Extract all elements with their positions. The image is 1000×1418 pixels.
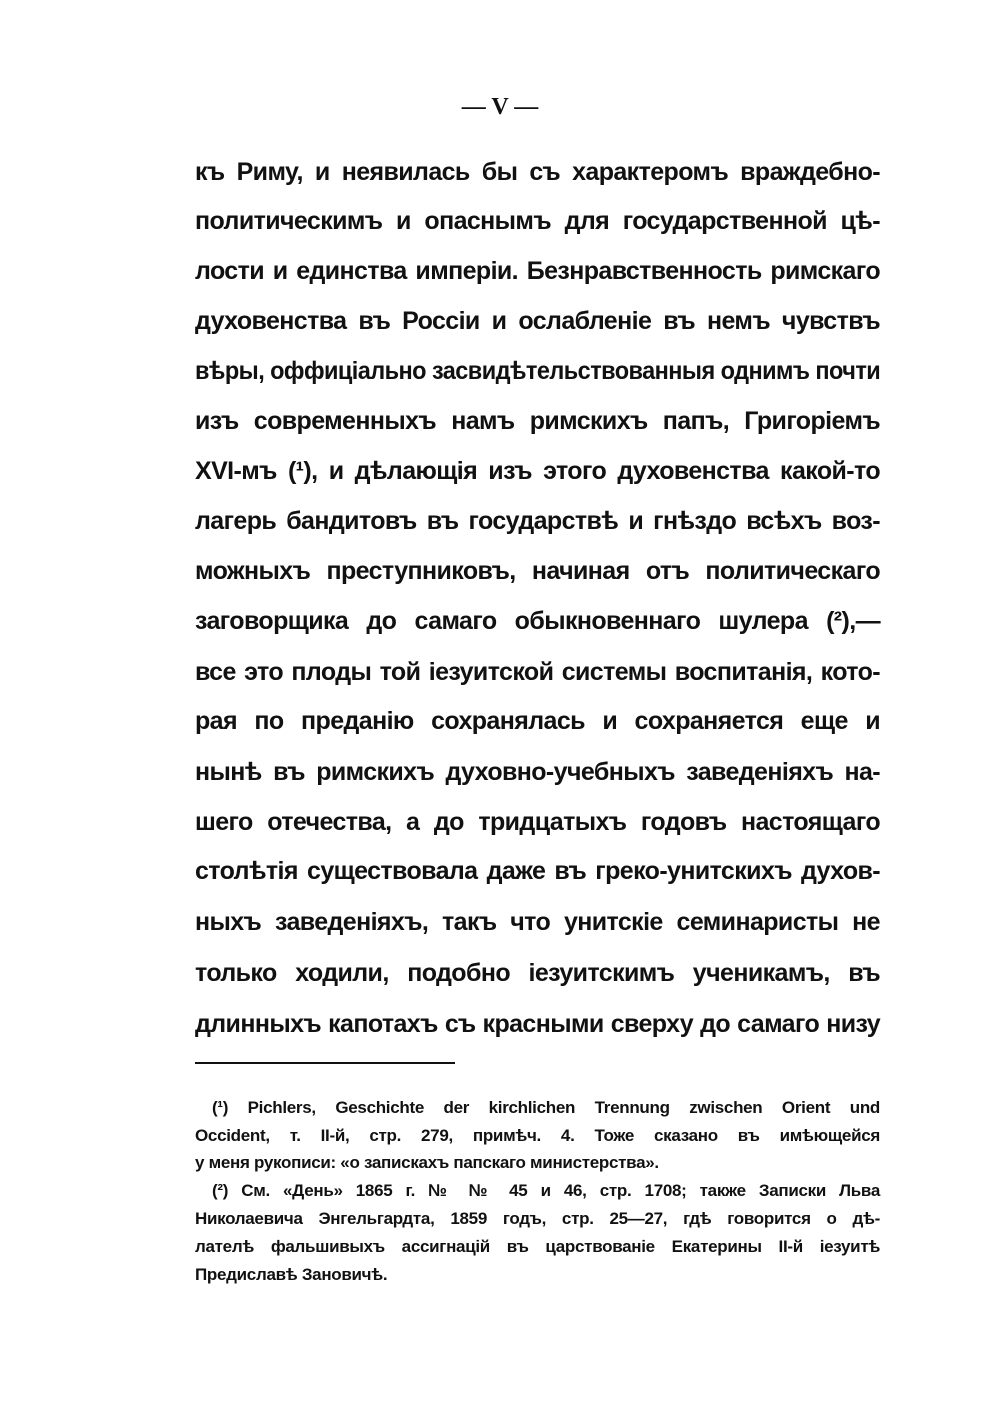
- text-line: столѣтія существовала даже въ греко-унитскихъ духов-: [195, 857, 880, 885]
- footnote-divider: [195, 1062, 455, 1064]
- footnote-line: (²) См. «День» 1865 г. № № 45 и 46, стр. 1708; также Записки Льва: [212, 1181, 880, 1200]
- text-line: можныхъ преступниковъ, начиная отъ политическаго: [195, 557, 880, 585]
- text-line: ныхъ заведеніяхъ, такъ что унитскіе семинаристы не: [195, 908, 880, 936]
- footnote-line: лателѣ фальшивыхъ ассигнацій въ царствованіе Екатерины II-й іезуитѣ: [195, 1237, 880, 1256]
- text-line: политическимъ и опаснымъ для государственной цѣ-: [195, 207, 880, 235]
- footnote-line: Николаевича Энгельгардта, 1859 годъ, стр. 25—27, гдѣ говорится о дѣ-: [195, 1209, 880, 1228]
- text-line: шего отечества, а до тридцатыхъ годовъ настоящаго: [195, 808, 880, 836]
- text-line: изъ современныхъ намъ римскихъ папъ, Григоріемъ: [195, 407, 880, 435]
- text-line: все это плоды той іезуитской системы воспитанія, кото-: [195, 658, 880, 686]
- text-line: заговорщика до самаго обыкновеннаго шулера (²),—: [195, 607, 880, 635]
- text-line: духовенства въ Россіи и ослабленіе въ немъ чувствъ: [195, 307, 880, 335]
- text-line: длинныхъ капотахъ съ красными сверху до самаго низу: [195, 1010, 880, 1038]
- footnote-line: Предиславѣ Зановичѣ.: [195, 1265, 388, 1284]
- text-line: нынѣ въ римскихъ духовно-учебныхъ заведеніяхъ на-: [195, 758, 880, 786]
- text-line: лагерь бандитовъ въ государствѣ и гнѣздо всѣхъ воз-: [195, 507, 880, 535]
- footnote-line: у меня рукописи: «о запискахъ папскаго министерства».: [195, 1153, 659, 1172]
- text-line: рая по преданію сохранялась и сохраняется еще и: [195, 707, 880, 735]
- text-line: XVI-мъ (¹), и дѣлающія изъ этого духовенства какой-то: [195, 457, 880, 485]
- footnote-line: Occident, т. II-й, стр. 279, примѣч. 4. Тоже сказано въ имѣющейся: [195, 1126, 880, 1145]
- footnote-line: (¹) Pichlers, Geschichte der kirchlichen Trennung zwischen Orient und: [212, 1098, 880, 1117]
- text-line: къ Риму, и неявилась бы съ характеромъ враждебно-: [195, 158, 880, 186]
- text-line: вѣры, оффиціально засвидѣтельствованныя однимъ почти: [195, 357, 881, 385]
- page-number: — V —: [461, 94, 539, 120]
- text-line: лости и единства имперіи. Безнравственность римскаго: [195, 257, 880, 285]
- text-line: только ходили, подобно іезуитскимъ ученикамъ, въ: [195, 959, 880, 987]
